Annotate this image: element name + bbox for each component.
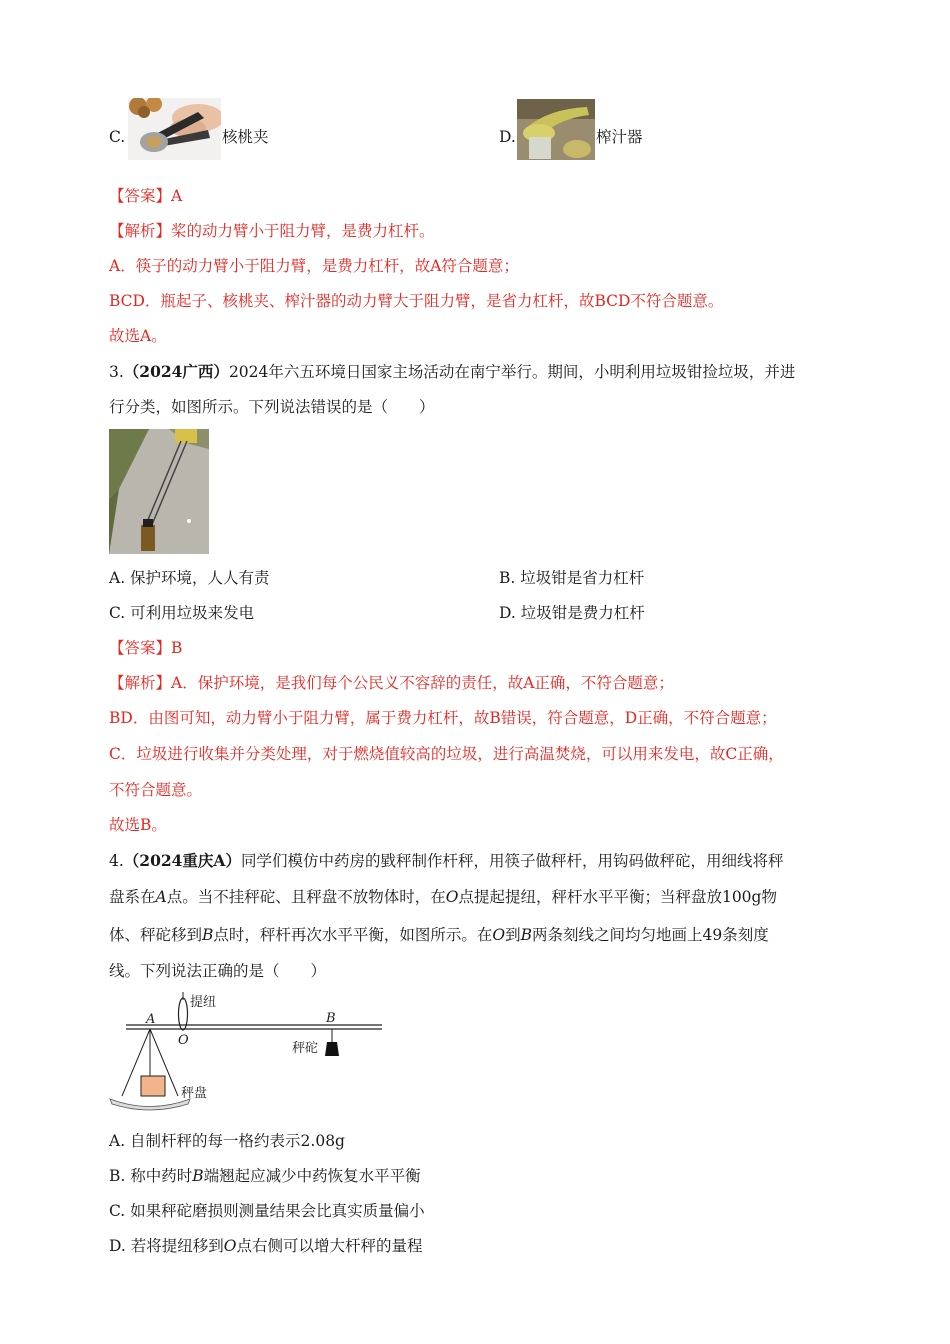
text-segment: 体、秤砣移到 — [109, 926, 203, 944]
answer-value: A — [171, 187, 183, 205]
q4-option-d — [109, 1235, 422, 1257]
q3-analysis-line1 — [109, 672, 674, 694]
q4-option-a: A. 自制杆秤的每一格约表示2.08g — [109, 1132, 345, 1150]
analysis-text: A．保护环境，是我们每个公民义不容辞的责任，故A正确，不符合题意； — [171, 674, 674, 692]
q3-analysis-line3: C．垃圾进行收集并分类处理，对于燃烧值较高的垃圾，进行高温焚烧，可以用来发电，故C正确， — [109, 745, 784, 763]
q4-number: 4. — [109, 852, 124, 870]
q3-conclusion: 故选B。 — [109, 816, 167, 834]
q3-number: 3. — [109, 363, 124, 381]
text-segment: D. 若将提纽移到 — [109, 1237, 224, 1255]
text-segment: 端翘起应减少中药恢复水平平衡 — [203, 1167, 421, 1185]
q2-analysis-bcd: BCD．瓶起子、核桃夹、榨汁器的动力臂大于阻力臂，是省力杠杆，故BCD不符合题意。 — [109, 292, 724, 310]
option-d-label: D. — [499, 128, 516, 146]
option-c-label: C. — [109, 128, 126, 146]
text-segment: B. 称中药时 — [109, 1167, 193, 1185]
q2-analysis-line — [109, 220, 435, 242]
option-d-text: 榨汁器 — [596, 128, 643, 146]
q3-analysis-line4: 不符合题意。 — [109, 781, 203, 799]
q3-source: （2024广西） — [123, 362, 229, 381]
walnut-cracker-photo — [128, 98, 221, 160]
q3-option-a: A. 保护环境，人人有责 — [109, 569, 270, 587]
q3-stem-line2: 行分类，如图所示。下列说法错误的是（ ） — [109, 398, 435, 416]
label-knob: 提纽 — [190, 995, 217, 1010]
q4-source: （2024重庆A） — [123, 851, 241, 870]
q4-stem-line1 — [109, 850, 783, 872]
q2-answer-line — [109, 185, 182, 207]
q2-conclusion: 故选A。 — [109, 327, 167, 345]
point-b: B — [192, 1167, 204, 1185]
text-segment: 点。当不挂秤砣、且秤盘不放物体时，在 — [166, 888, 446, 906]
option-c-text: 核桃夹 — [222, 128, 269, 146]
q3-stem-line1 — [109, 361, 795, 383]
q4-option-c: C. 如果秤砣磨损则测量结果会比真实质量偏小 — [109, 1202, 425, 1220]
steelyard-diagram — [108, 990, 388, 1115]
label-weight: 秤砣 — [292, 1041, 319, 1056]
label-a: A — [146, 1012, 156, 1027]
label-o: O — [178, 1033, 189, 1048]
label-b: B — [326, 1011, 336, 1026]
q4-option-b — [109, 1165, 421, 1187]
q3-option-c: C. 可利用垃圾来发电 — [109, 604, 255, 622]
answer-value: B — [171, 639, 183, 657]
q4-stem-line4: 线。下列说法正确的是（ ） — [109, 962, 327, 980]
text-segment: 点提起提纽，秤杆水平平衡；当秤盘放100g物 — [458, 888, 777, 906]
q4-stem-text: 同学们模仿中药房的戥秤制作杆秤，用筷子做秤杆，用钩码做秤砣，用细线将秤 — [240, 852, 784, 870]
analysis-prefix: 【解析】 — [109, 222, 172, 240]
text-segment: 到 — [505, 926, 521, 944]
answer-prefix: 【答案】 — [109, 187, 172, 205]
point-o: O — [492, 926, 506, 944]
text-segment: 两条刻线之间均匀地画上49条刻度 — [532, 926, 769, 944]
q3-analysis-line2: BD．由图可知，动力臂小于阻力臂，属于费力杠杆，故B错误，符合题意，D正确，不符合题意； — [109, 709, 777, 727]
point-b: B — [202, 926, 214, 944]
q3-option-d: D. 垃圾钳是费力杠杆 — [499, 604, 645, 622]
point-b: B — [520, 926, 533, 944]
q3-answer-line — [109, 637, 182, 659]
q3-option-b: B. 垃圾钳是省力杠杆 — [499, 569, 645, 587]
q2-analysis-a: A．筷子的动力臂小于阻力臂，是费力杠杆，故A符合题意； — [109, 257, 519, 275]
label-pan: 秤盘 — [181, 1086, 208, 1101]
analysis-text: 桨的动力臂小于阻力臂，是费力杠杆。 — [171, 222, 435, 240]
trash-tongs-photo — [109, 429, 209, 554]
point-o: O — [445, 888, 459, 906]
answer-prefix: 【答案】 — [109, 639, 172, 657]
q3-stem-text: 2024年六五环境日国家主场活动在南宁举行。期间，小明利用垃圾钳捡垃圾，并进 — [228, 363, 796, 381]
analysis-prefix: 【解析】 — [109, 674, 172, 692]
q4-stem-line3 — [109, 924, 769, 946]
text-segment: 点右侧可以增大杆秤的量程 — [236, 1237, 423, 1255]
text-segment: 点时，秤杆再次水平平衡，如图所示。在 — [213, 926, 493, 944]
point-a: A — [155, 888, 167, 906]
q4-stem-line2 — [109, 886, 777, 908]
juicer-photo — [517, 99, 595, 160]
point-o: O — [223, 1237, 237, 1255]
text-segment: 盘系在 — [109, 888, 156, 906]
